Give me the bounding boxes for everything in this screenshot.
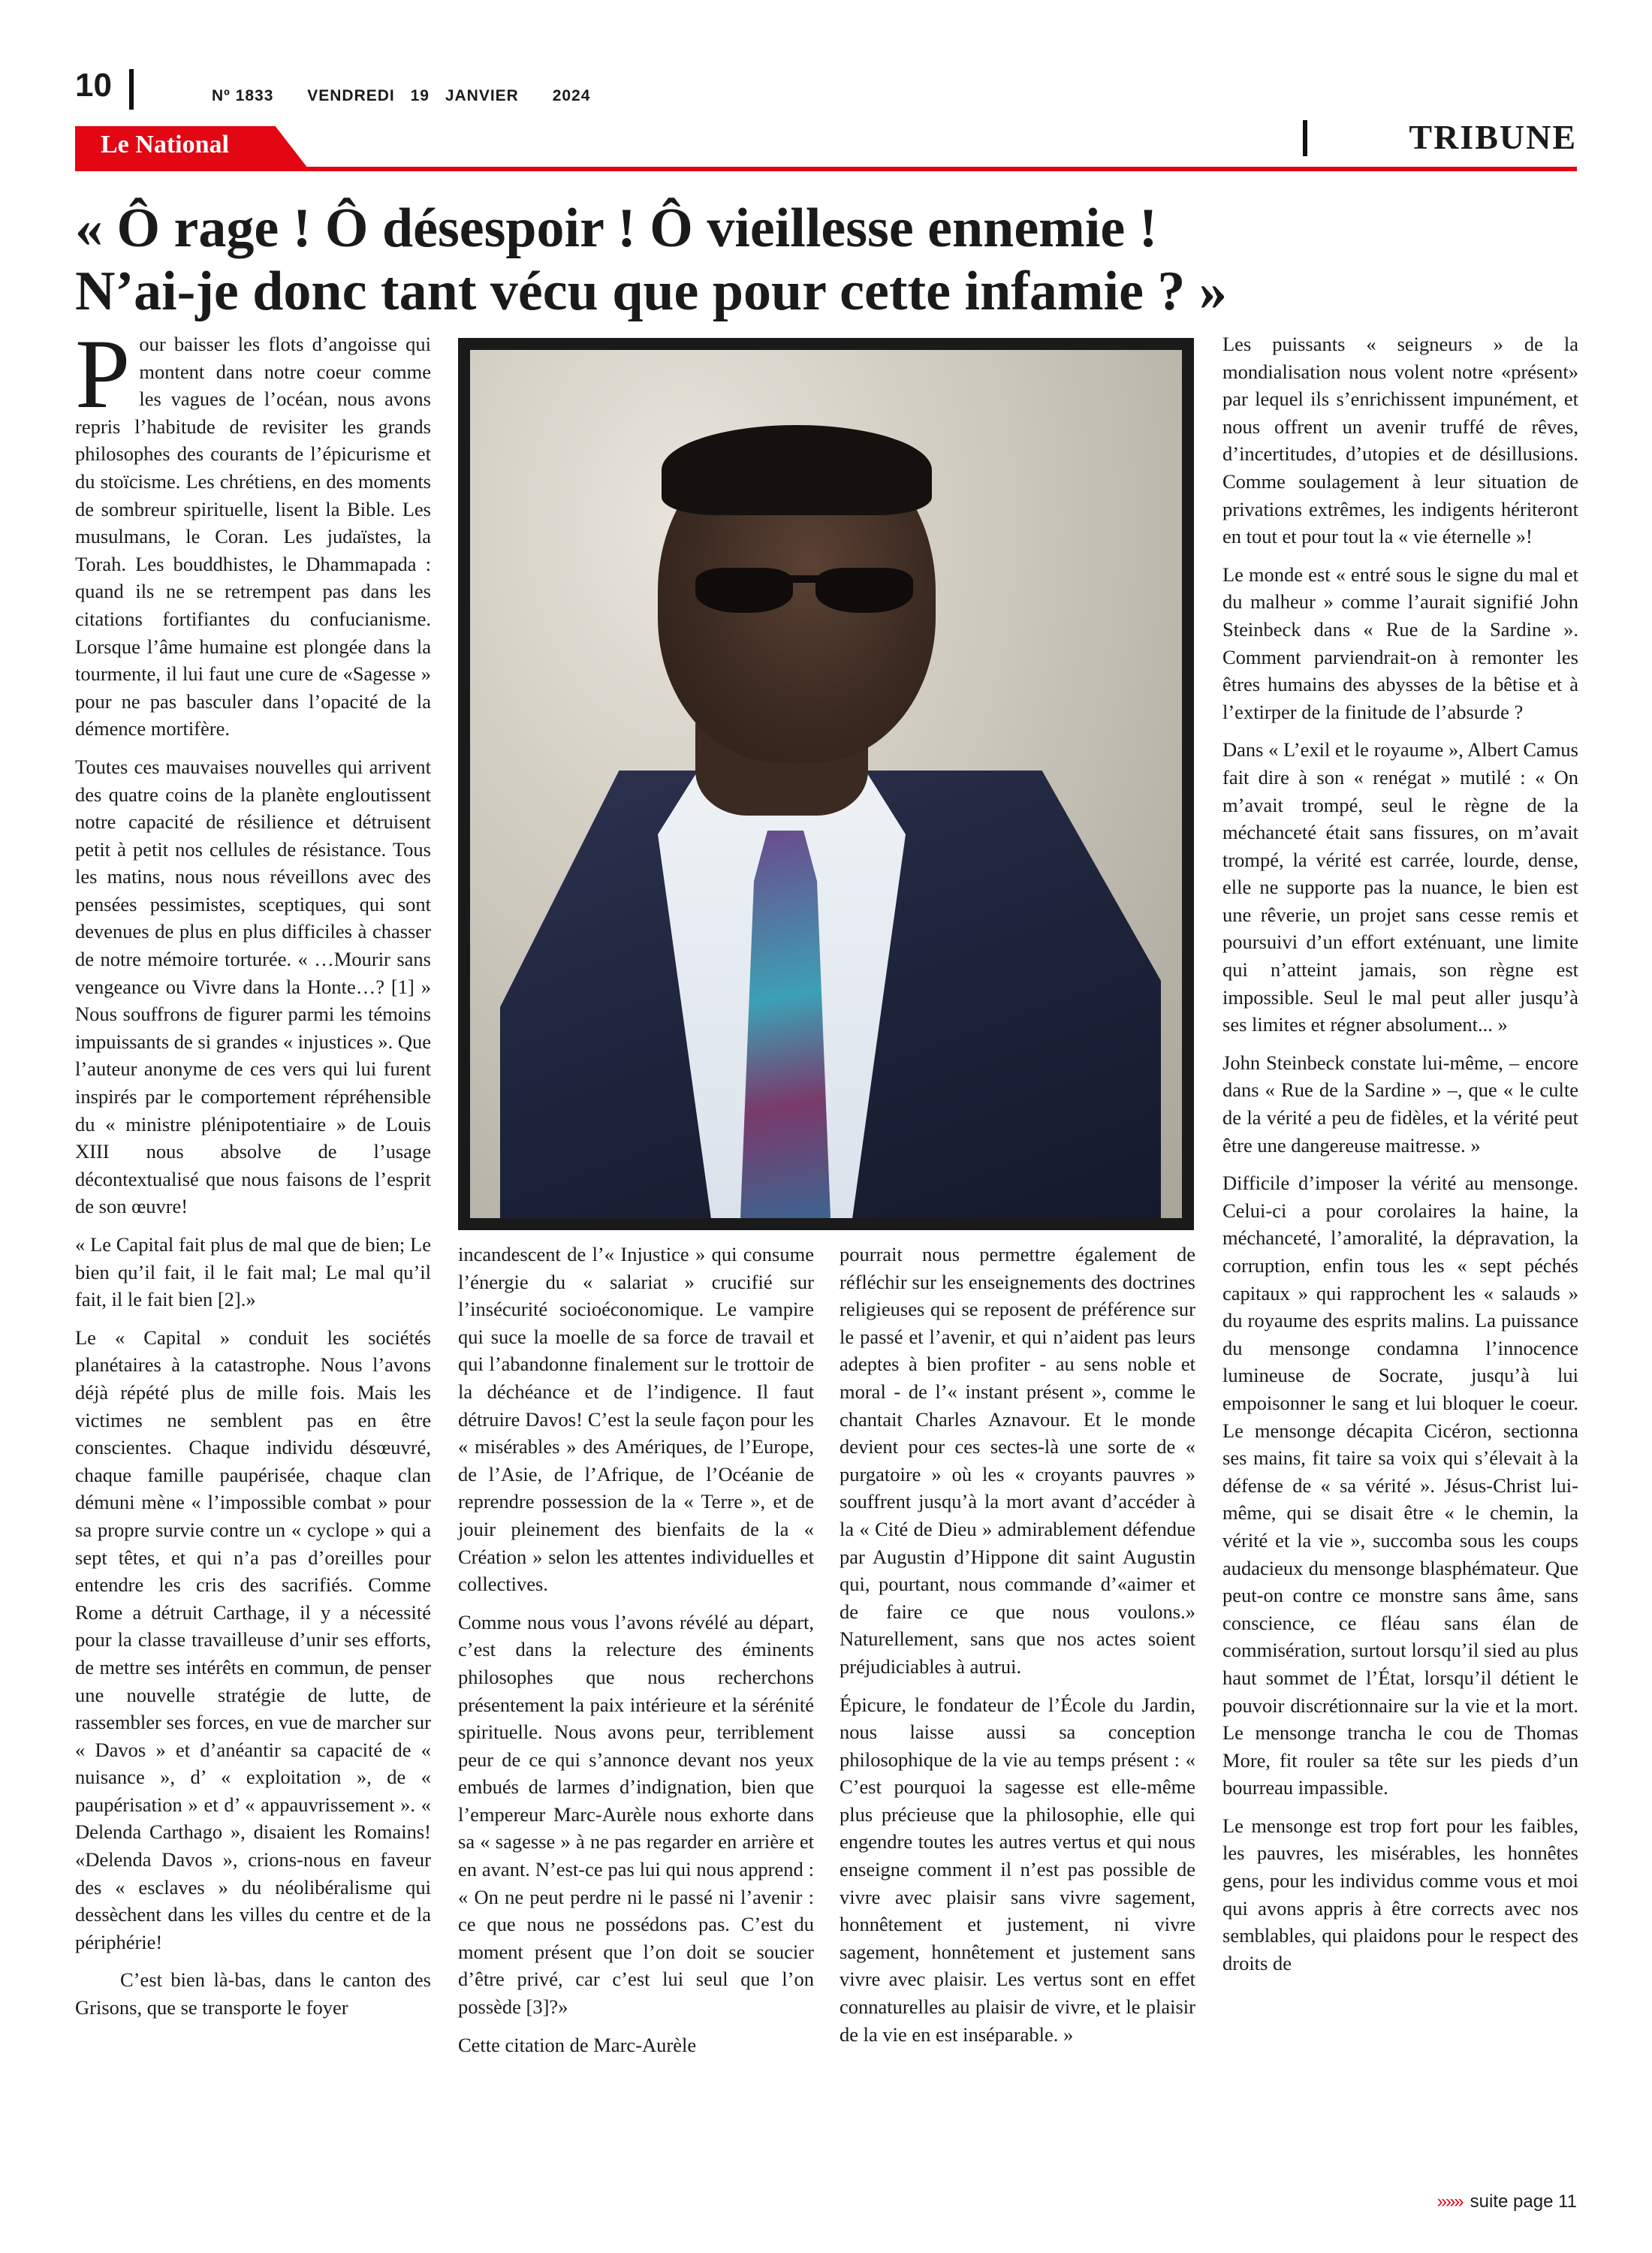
paragraph: Les puissants « seigneurs » de la mondialisation nous volent notre «présent» par lequel ils s’enrichissent impunément, et nous offrent un avenir truffé de rêves, d’incertitudes, d’utopies et de désillusions. Comme soulagement à leur situation de privations extrêmes, les indigents hériteront en tout et pour tout la « vie éternelle »! [1222, 333, 1578, 548]
article-column-3 [840, 1241, 1195, 2058]
paragraph: Difficile d’imposer la vérité au mensonge. Celui-ci a pour corolaires la haine, la méchanceté, l’amoralité, la dépravation, la corruption, enfin tous les « sept péchés capitaux » qui rapprochent les « salauds » du royaume des esprits malins. La puissance du mensonge condamna l’innocence lumineuse de Socrate, jusqu’à lui empoisonner le sang et lui bloquer le coeur. Le mensonge décapita Cicéron, sectionna ses mains, fit taire sa voix qui s’élevait à la défense de « sa vérité ». Jésus-Christ lui-même, qui se disait être « le chemin, la vérité et la vie », succomba sous les coups audacieux du mensonge blasphémateur. Que peut-on contre ce monstre sans âme, sans conscience, ce fléau sans élan de commisération, surtout lorsqu’il sied au plus haut sommet de l’État, lorsqu’il détient le pouvoir discrétionnaire sur la vie et la mort. Le mensonge trancha le cou de Thomas More, fit rouler sa tête sur les pieds d’un bourreau impassible. [1222, 1172, 1578, 1799]
photo-glasses-right [815, 568, 913, 613]
paragraph: Le « Capital » conduit les sociétés planétaires à la catastrophe. Nous l’avons déjà répété plus de mille fois. Mais les victimes ne semblent pas en être conscientes. Chaque individu désœuvré, chaque famille paupérisée, chaque clan démuni mène « l’impossible combat » pour sa propre survie contre un « cyclope » qui a sept têtes, et qui n’a pas d’oreilles pour entendre les cris des sacrifiés. Comme Rome a détruit Carthage, il y a nécessité pour la classe travailleuse d’unir ses efforts, de mettre ses intérêts en commun, de penser une nouvelle stratégie de lutte, de rassembler ses forces, en vue de marcher sur « Davos » et d’anéantir sa capacité de « nuisance », d’ « exploitation », de « paupérisation » et d’ « appauvrissement ». « Delenda Carthago », disaient les Romains! «Delenda Davos », crions-nous en faveur des « esclaves » du néolibéralisme qui dessèchent dans les villes du centre et de la périphérie! [75, 1326, 431, 1953]
paragraph: Épicure, le fondateur de l’École du Jardin, nous laisse aussi sa conception philosophique de la vie au temps présent : « C’est pourquoi la sagesse est elle-même plus précieuse que la philosophie, elle qui engendre toutes les autres vertus et qui nous enseigne comment il n’est pas possible de vivre avec plaisir sans vivre sagement, honnêtement et justement, ni vivre sagement, honnêtement et justement sans vivre avec plaisir. Les vertus sont en effet connaturelles au plaisir de vivre, et le plaisir de la vie en est inséparable. » [840, 1693, 1195, 2046]
continuation-arrows: »»» [1436, 2191, 1463, 2212]
author-photo [470, 350, 1182, 1218]
article-column-4 [1222, 330, 1578, 1987]
photo-hair [662, 425, 932, 515]
issue-year: 2024 [552, 87, 591, 104]
paragraph: Le mensonge est trop fort pour les faibles, les pauvres, les misérables, les honnêtes gens, pour les individus comme vous et moi qui avons appris à être corrects avec nos semblables, qui plaidons pour le respect des droits de [1222, 1814, 1578, 1974]
quote-paragraph: « Le Capital fait plus de mal que de bien; Le bien qu’il fait, il le fait mal; Le mal qu’il fait, il le fait bien [2].» [75, 1233, 431, 1311]
issue-day: VENDREDI [307, 87, 395, 104]
continuation-note [1437, 2191, 1577, 2212]
issue-month: JANVIER [445, 87, 519, 104]
paragraph: John Steinbeck constate lui-même, – encore dans « Rue de la Sardine » –, que « le culte de la vérité a peu de fidèles, et la vérité peut être une dangereuse maitresse. » [1222, 1051, 1578, 1157]
headline-line-1: « Ô rage ! Ô désespoir ! Ô vieillesse ennemie ! [75, 198, 1158, 259]
paragraph: C’est bien là-bas, dans le canton des Grisons, que se transporte le foyer [75, 1968, 431, 2019]
paragraph-text: our baisser les flots d’angoisse qui montent dans notre coeur comme les vagues de l’océan, nous avons repris l’habitude de revisiter les grands philosophes des courants de l’épicurisme et du stoïcisme. Les chrétiens, en des moments de sombreur spirituelle, lisent la Bible. Les musulmans, le Coran. Les judaïstes, la Torah. Les bouddhistes, le Dhammapada : quand ils ne se retrempent pas dans les citations fortifiantes du confucianisme. Lorsque l’âme humaine est plongée dans la tourmente, il lui faut une cure de «Sagesse » pour ne pas basculer dans l’opacité de la démence mortifère. [75, 333, 431, 740]
paragraph: Le monde est « entré sous le signe du mal et du malheur » comme l’aurait signifié John Steinbeck dans « Rue de la Sardine ». Comment parviendrait-on à remonter les êtres humains des abysses de la bêtise et à l’extirper de la finitude de l’absurde ? [1222, 562, 1578, 723]
article-column-2 [458, 1241, 814, 2069]
paragraph: Comme nous vous l’avons révélé au départ, c’est dans la relecture des éminents philosophes que nous recherchons présentement la paix intérieure et la sérénité spirituelle. Nous avons peur, terriblement peur de ce qui s’annonce devant nos yeux embués de larmes d’indignation, bien que l’empereur Marc-Aurèle nous exhorte dans sa « sagesse » à ne pas regarder en arrière et en avant. N’est-ce pas lui qui nous apprend : « On ne peut perdre ni le passé ni l’avenir : ce que nous ne possédons pas. C’est du moment présent que l’on doit se soucier d’être privé, car c’est lui seul que l’on possède [3]?» [458, 1610, 814, 2019]
photo-tie [740, 831, 831, 1218]
issue-date-day: 19 [410, 87, 430, 104]
paragraph: Toutes ces mauvaises nouvelles qui arrivent des quatre coins de la planète engloutissent notre capacité de résilience et détruisent petit à petit nos cellules de résistance. Tous les matins, nous nous réveillons avec des pensées pessimistes, sceptiques, qui sont devenues de plus en plus difficiles à chasser de notre mémoire torturée. « …Mourir sans vengeance ou Vivre dans la Honte…? [1] » Nous souffrons de figurer parmi les témoins impuissants de si grandes « injustices ». Que l’auteur anonyme de ces vers qui lui furent inspirés par le comportement répréhensible du « ministre plénipotentiaire » de Louis XIII nous absolve de l’usage décontextualisé que nous faisons de l’esprit de son œuvre! [75, 755, 431, 1218]
page-number: 10 [75, 67, 112, 104]
drop-cap: P [75, 318, 131, 429]
paragraph: Cette citation de Marc-Aurèle [458, 2033, 697, 2056]
author-photo-frame [458, 338, 1194, 1230]
article-column-1 [75, 318, 431, 2032]
photo-glasses-bridge [789, 575, 819, 583]
section-divider [1303, 120, 1307, 156]
paragraph: pourrait nous permettre également de réfléchir sur les enseignements des doctrines religieuses qui se reposent de préférence sur le passé et l’avenir, et qui n’aident pas leurs adeptes à bien profiter - au sens noble et moral - de l’« instant présent », comme le chantait Charles Aznavour. Et le monde devient pour ces sectes-là une sorte de « purgatoire » où les « croyants pauvres » souffrent jusqu’à la mort avant d’accéder à la « Cité de Dieu » admirablement défendue par Augustin d’Hippone dit saint Augustin qui, pourtant, nous commande d’«aimer et de faire ce que nous voulons.» Naturellement, sans que nos actes soient préjudiciables à autrui. [840, 1243, 1195, 1678]
photo-glasses-left [695, 568, 793, 613]
headline-line-2: N’ai-je donc tant vécu que pour cette infamie ? » [75, 261, 1227, 322]
headline [75, 197, 1227, 323]
header-rule [75, 167, 1577, 171]
page-number-divider [129, 69, 134, 110]
issue-info [212, 87, 619, 105]
issue-number: Nº 1833 [212, 87, 274, 104]
paragraph [75, 318, 431, 743]
section-title: TRIBUNE [1409, 118, 1577, 156]
paragraph: Dans « L’exil et le royaume », Albert Camus fait dire à son « renégat » mutilé : « On m’avait trompé, seul le règne de la méchanceté était sans fissures, on m’avait trompé, la vérité est carrée, lourde, dense, elle ne supporte pas la nuance, le bien est une rêverie, un projet sans cesse remis et poursuivi d’un effort exténuant, une limite qui n’atteint jamais, son règne est impossible. Seul le mal peut aller jusqu’à ses limites et régner absolument... » [1222, 738, 1578, 1036]
paragraph: incandescent de l’« Injustice » qui consume l’énergie du « salariat » crucifié sur l’insécurité socioéconomique. Le vampire qui suce la moelle de sa force de travail et qui l’abandonne finalement sur le trottoir de la déchéance et de l’indigence. Il faut détruire Davos! C’est la seule façon pour les « misérables » des Amériques, de l’Europe, de l’Asie, de l’Afrique, de l’Océanie de reprendre possession de la « Terre », et de jouir pleinement des bienfaits de la « Création » selon les attentes individuelles et collectives. [458, 1243, 814, 1596]
continuation-text: suite page 11 [1470, 2191, 1577, 2212]
brand-name: Le National [101, 131, 229, 158]
